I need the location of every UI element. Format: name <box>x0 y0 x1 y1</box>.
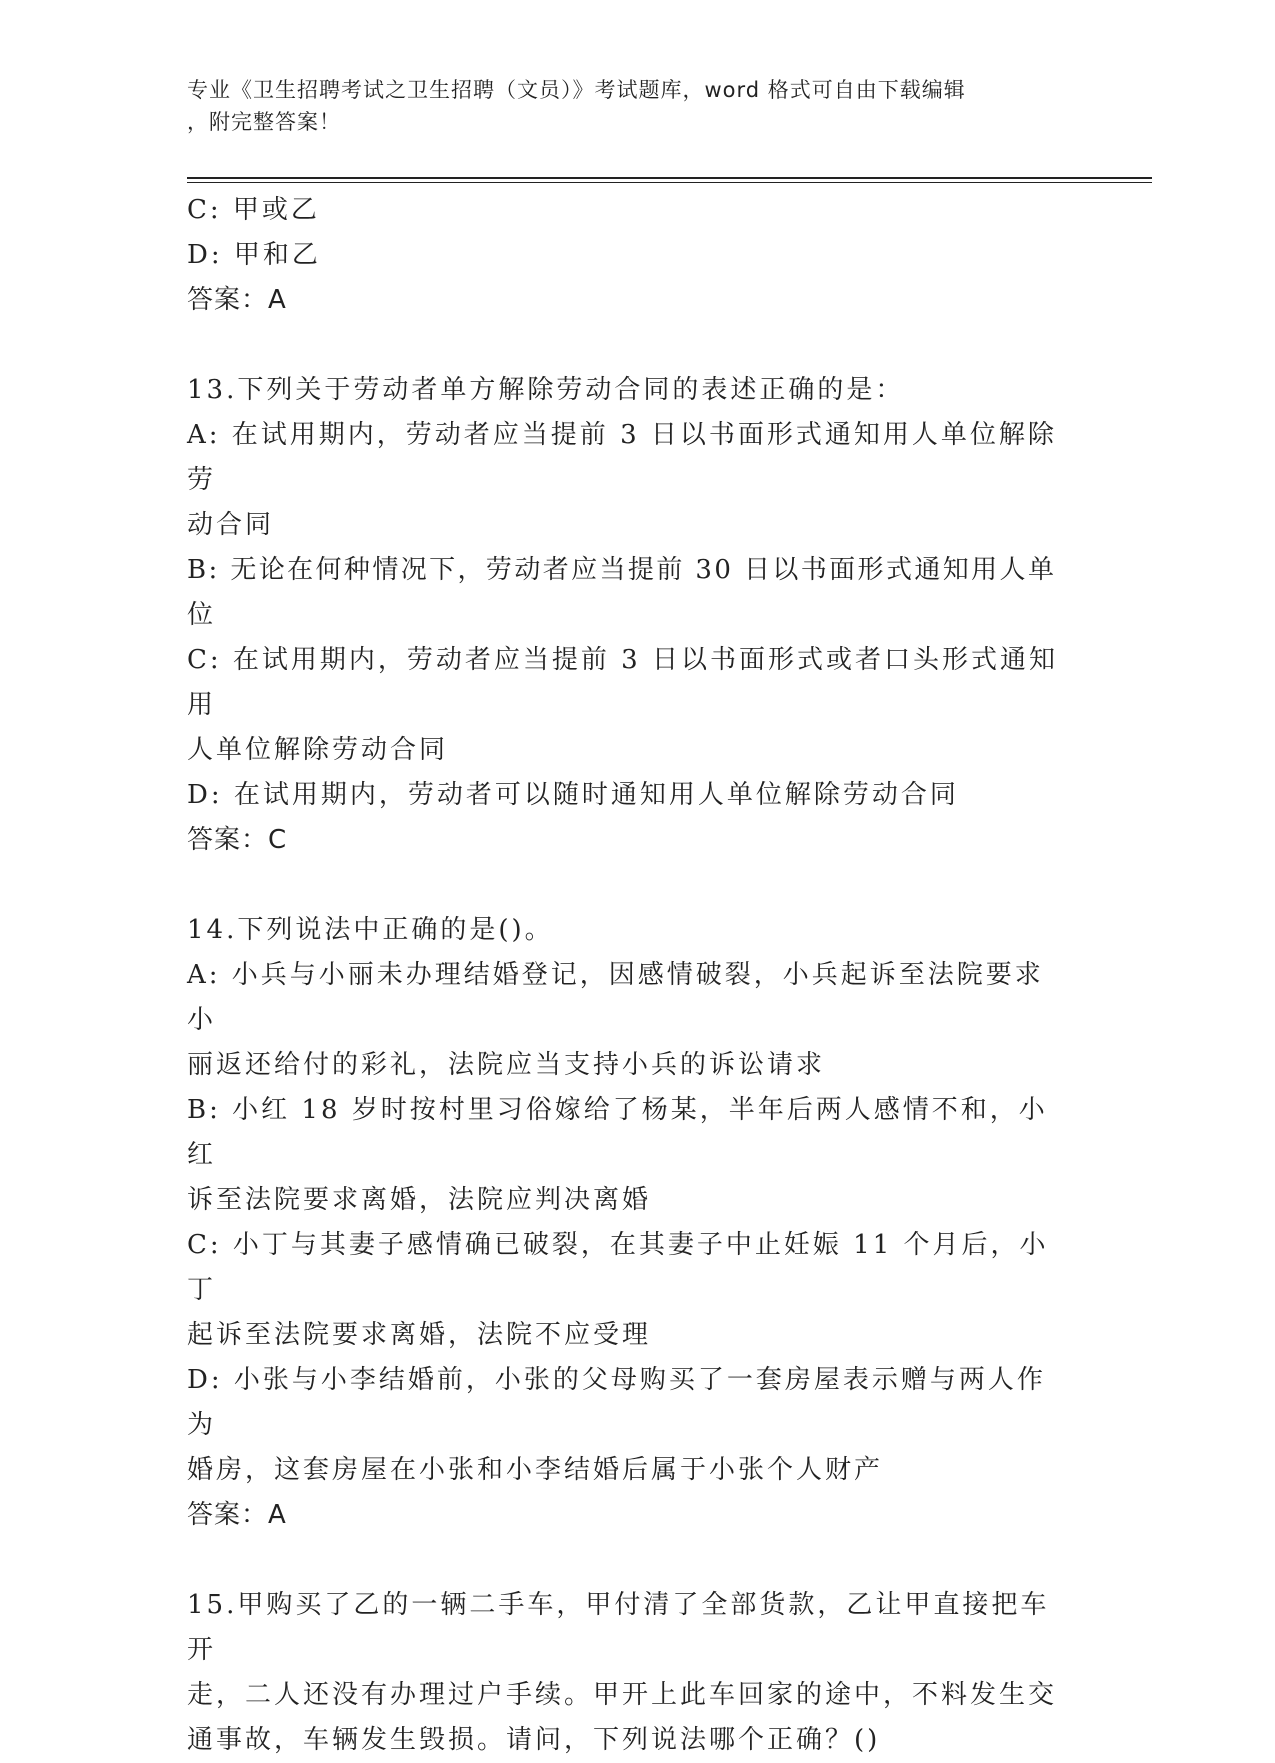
header-divider-thin <box>187 182 1152 183</box>
header-line-2: ，附完整答案！ <box>187 110 341 134</box>
option-c-line-1: C: 小丁与其妻子感情确已破裂，在其妻子中止妊娠 11 个月后，小丁 <box>187 1230 1049 1305</box>
header-divider-thick <box>187 177 1152 179</box>
question-stem-line-1: 15.甲购买了乙的一辆二手车，甲付清了全部货款，乙让甲直接把车开 <box>187 1590 1050 1665</box>
option-b-line-2: 诉至法院要求离婚，法院应判决离婚 <box>187 1185 652 1215</box>
option-d-line-2: 婚房，这套房屋在小张和小李结婚后属于小张个人财产 <box>187 1455 884 1485</box>
question-14 <box>187 908 1067 1538</box>
option-d: D: 甲和乙 <box>187 240 321 270</box>
option-b-line-1: B: 小红 18 岁时按村里习俗嫁给了杨某，半年后两人感情不和，小红 <box>187 1095 1048 1170</box>
option-d: D: 在试用期内，劳动者可以随时通知用人单位解除劳动合同 <box>187 780 959 810</box>
question-stem: 13.下列关于劳动者单方解除劳动合同的表述正确的是： <box>187 375 905 405</box>
question-15 <box>187 1583 1067 1763</box>
option-a-line-1: A: 在试用期内，劳动者应当提前 3 日以书面形式通知用人单位解除劳 <box>187 420 1057 495</box>
document-header <box>187 74 1067 138</box>
answer: 答案：C <box>187 825 288 855</box>
option-c-line-2: 人单位解除劳动合同 <box>187 735 449 765</box>
question-stem: 14.下列说法中正确的是()。 <box>187 915 554 945</box>
question-stem-line-3: 通事故，车辆发生毁损。请问，下列说法哪个正确？() <box>187 1725 881 1755</box>
option-c-line-2: 起诉至法院要求离婚，法院不应受理 <box>187 1320 652 1350</box>
question-13 <box>187 368 1067 863</box>
answer: 答案：A <box>187 285 287 315</box>
option-b-line-2: 位 <box>187 600 217 630</box>
option-c-line-1: C: 在试用期内，劳动者应当提前 3 日以书面形式或者口头形式通知用 <box>187 645 1058 720</box>
question-stem-line-2: 走，二人还没有办理过户手续。甲开上此车回家的途中，不料发生交 <box>187 1680 1058 1710</box>
option-a-line-2: 动合同 <box>187 510 275 540</box>
option-a-line-1: A: 小兵与小丽未办理结婚登记，因感情破裂，小兵起诉至法院要求小 <box>187 960 1044 1035</box>
option-d-line-1: D: 小张与小李结婚前，小张的父母购买了一套房屋表示赠与两人作为 <box>187 1365 1046 1440</box>
option-c: C: 甲或乙 <box>187 195 320 225</box>
option-b-line-1: B: 无论在何种情况下，劳动者应当提前 30 日以书面形式通知用人单 <box>187 555 1057 585</box>
document-body <box>187 188 1067 1763</box>
answer: 答案：A <box>187 1500 287 1530</box>
header-line-1: 专业《卫生招聘考试之卫生招聘（文员）》考试题库，word 格式可自由下载编辑 <box>187 78 966 102</box>
option-a-line-2: 丽返还给付的彩礼，法院应当支持小兵的诉讼请求 <box>187 1050 826 1080</box>
previous-question-tail <box>187 188 1067 323</box>
